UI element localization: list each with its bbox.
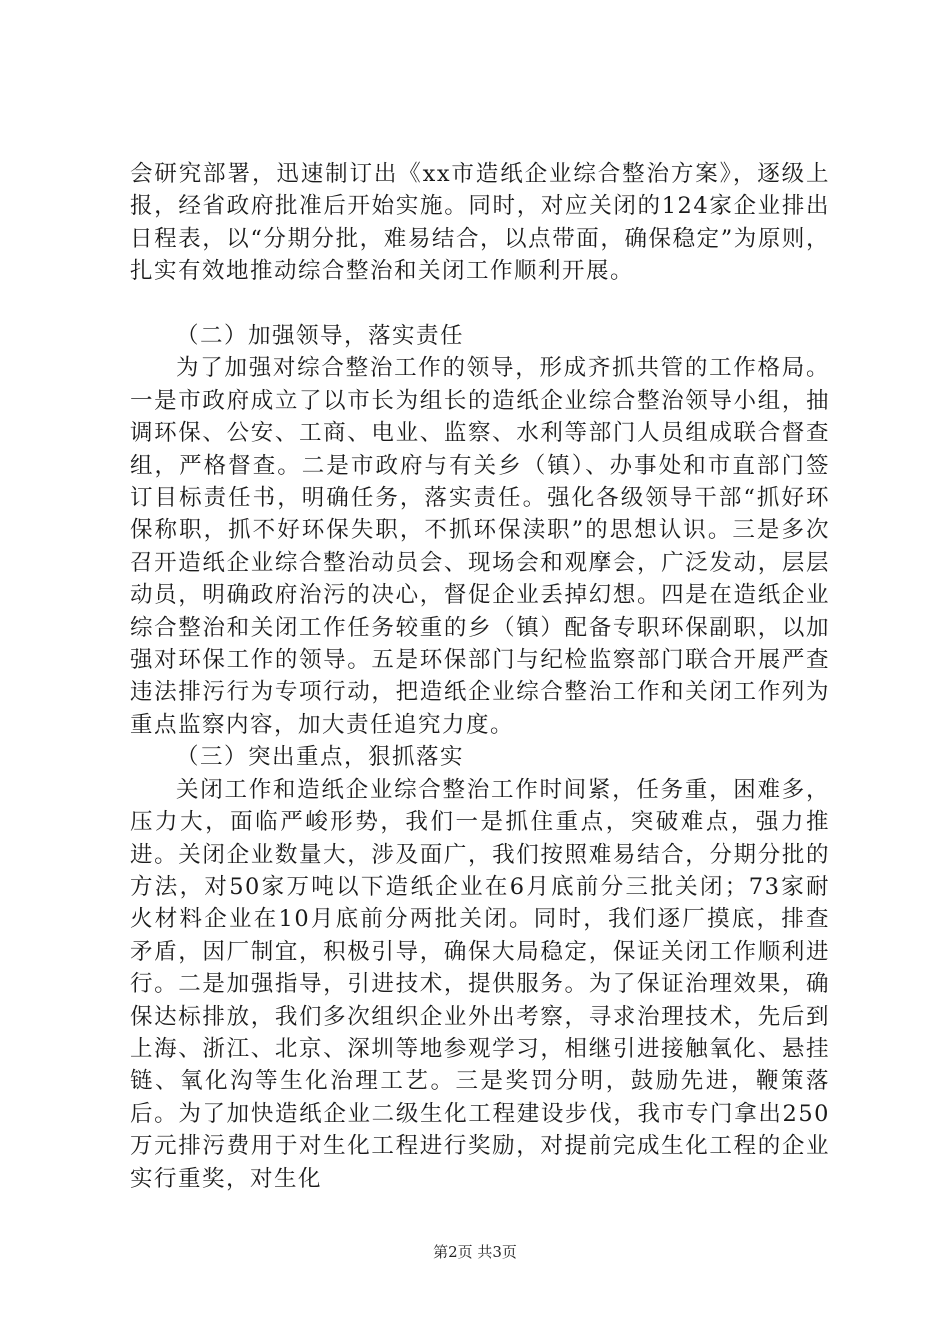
paragraph-continuation: 会研究部署，迅速制订出《xx市造纸企业综合整治方案》，逐级上报，经省政府批准后开始实施。同时，对应关闭的124家企业排出日程表，以“分期分批，难易结合，以点带面，确保稳定”为原则，扎实有效地推动综合整治和关闭工作顺利开展。: [130, 161, 830, 285]
paragraph-gap: [130, 288, 830, 320]
page-number-footer: 第2页 共3页: [433, 1243, 517, 1261]
paragraph-leadership: 为了加强对综合整治工作的领导，形成齐抓共管的工作格局。一是市政府成立了以市长为组长的造纸企业综合整治领导小组，抽调环保、公安、工商、电业、监察、水利等部门人员组成联合督查组，严格督查。二是市政府与有关乡（镇）、办事处和市直部门签订目标责任书，明确任务，落实责任。强化各级领导干部“抓好环保称职，抓不好环保失职，不抓环保渎职”的思想认识。三是多次召开造纸企业综合整治动员会、现场会和观摩会，广泛发动，层层动员，明确政府治污的决心，督促企业丢掉幻想。四是在造纸企业综合整治和关闭工作任务较重的乡（镇）配备专职环保副职，以加强对环保工作的领导。五是环保部门与纪检监察部门联合开展严查违法排污行为专项行动，把造纸企业综合整治工作和关闭工作列为重点监察内容，加大责任追究力度。: [130, 355, 830, 738]
section-heading-2: （二）加强领导，落实责任: [176, 323, 465, 350]
document-body: [130, 158, 830, 1195]
section-heading-3: （三）突出重点，狠抓落实: [176, 744, 465, 771]
paragraph-focus: 关闭工作和造纸企业综合整治工作时间紧，任务重，困难多，压力大，面临严峻形势，我们一是抓住重点，突破难点，强力推进。关闭企业数量大，涉及面广，我们按照难易结合，分期分批的方法，对50家万吨以下造纸企业在6月底前分三批关闭；73家耐火材料企业在10月底前分两批关闭。同时，我们逐厂摸底，排查矛盾，因厂制宜，积极引导，确保大局稳定，保证关闭工作顺利进行。二是加强指导，引进技术，提供服务。为了保证治理效果，确保达标排放，我们多次组织企业外出考察，寻求治理技术，先后到上海、浙江、北京、深圳等地参观学习，相继引进接触氧化、悬挂链、氧化沟等生化治理工艺。三是奖罚分明，鼓励先进，鞭策落后。为了加快造纸企业二级生化工程建设步伐，我市专门拿出250万元排污费用于对生化工程进行奖励，对提前完成生化工程的企业实行重奖，对生化: [130, 776, 830, 1192]
